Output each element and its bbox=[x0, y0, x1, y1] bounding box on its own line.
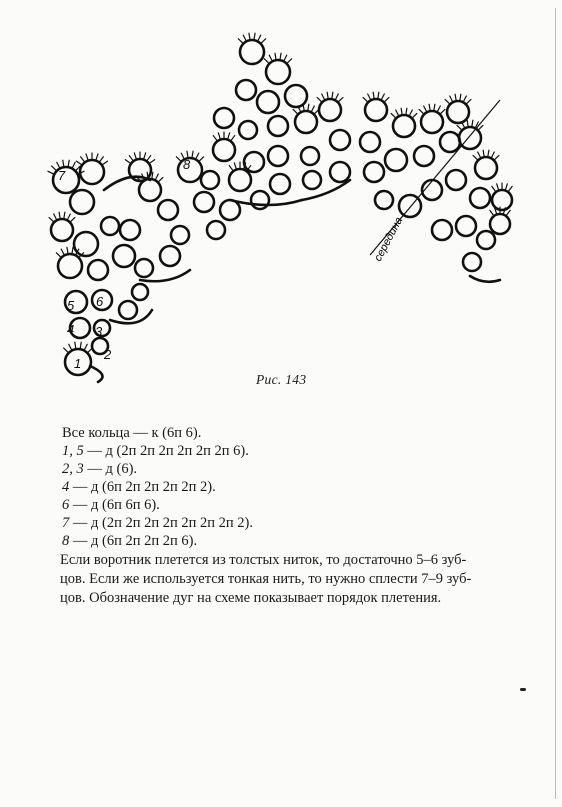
tatting-ring bbox=[120, 220, 140, 240]
tatting-ring bbox=[244, 152, 264, 172]
picot bbox=[102, 161, 108, 165]
tatting-ring bbox=[132, 284, 148, 300]
tatting-ring bbox=[270, 174, 290, 194]
tatting-ring bbox=[303, 171, 321, 189]
tatting-ring bbox=[257, 91, 279, 113]
picot bbox=[419, 109, 424, 114]
picot bbox=[497, 184, 499, 191]
tatting-ring bbox=[268, 146, 288, 166]
tatting-chain bbox=[470, 276, 500, 282]
ring-number-2: 2 bbox=[104, 347, 112, 362]
tatting-ring bbox=[414, 146, 434, 166]
picot bbox=[450, 96, 453, 102]
tatting-ring bbox=[440, 132, 460, 152]
picot bbox=[155, 174, 158, 180]
picot bbox=[147, 156, 151, 162]
picot bbox=[234, 163, 236, 170]
tatting-ring bbox=[470, 188, 490, 208]
picot bbox=[218, 133, 220, 140]
tatting-ring bbox=[360, 132, 380, 152]
paragraph-line: цов. Если же используется тонкая нить, то нужно сплести 7–9 зуб- bbox=[60, 571, 472, 587]
tatting-ring bbox=[101, 217, 119, 235]
picot bbox=[70, 217, 75, 222]
ring-number-7: 7 bbox=[58, 168, 66, 183]
picot bbox=[61, 249, 64, 255]
tatting-ring bbox=[446, 170, 466, 190]
picot bbox=[381, 94, 384, 100]
picot bbox=[322, 94, 325, 100]
page-edge bbox=[555, 8, 556, 799]
picot bbox=[76, 161, 82, 165]
picot bbox=[125, 160, 131, 164]
tatting-ring bbox=[229, 169, 251, 191]
picot bbox=[363, 97, 368, 102]
picot bbox=[238, 39, 243, 44]
picot bbox=[143, 153, 145, 160]
picot bbox=[412, 113, 417, 118]
picot bbox=[231, 136, 235, 142]
picot bbox=[437, 106, 440, 112]
tatting-ring bbox=[88, 260, 108, 280]
tatting-ring bbox=[285, 85, 307, 107]
tatting-chain bbox=[110, 310, 152, 323]
tatting-chain bbox=[230, 200, 302, 205]
picot bbox=[86, 154, 88, 161]
note-line: 4 — д (6п 2п 2п 2п 2п 2). bbox=[62, 479, 216, 495]
picot bbox=[396, 110, 399, 116]
picot bbox=[69, 344, 72, 350]
picot bbox=[213, 136, 217, 142]
note-line: 6 — д (6п 6п 6). bbox=[62, 497, 160, 513]
tatting-chain bbox=[104, 177, 150, 190]
picot bbox=[56, 253, 61, 258]
picot bbox=[269, 55, 272, 61]
picot bbox=[72, 162, 75, 168]
picot bbox=[508, 186, 512, 192]
picot bbox=[505, 184, 507, 191]
ring-number-1: 1 bbox=[74, 356, 82, 371]
picot bbox=[335, 94, 338, 100]
note-line: 2, 3 — д (6). bbox=[62, 461, 138, 477]
tatting-ring bbox=[160, 246, 180, 266]
ring-number-3: 3 bbox=[95, 324, 103, 339]
picot bbox=[134, 153, 136, 160]
picot bbox=[445, 99, 450, 104]
picot bbox=[99, 157, 103, 163]
note-line: 8 — д (6п 2п 2п 2п 6). bbox=[62, 533, 198, 549]
picot bbox=[227, 133, 229, 140]
picot bbox=[199, 157, 204, 162]
tatting-ring bbox=[171, 226, 189, 244]
picot bbox=[338, 97, 343, 102]
picot bbox=[311, 106, 314, 112]
print-mark bbox=[520, 688, 526, 691]
picot bbox=[261, 39, 266, 44]
instruction-paragraph bbox=[60, 551, 520, 608]
picot bbox=[478, 152, 481, 158]
picot bbox=[67, 214, 70, 220]
tatting-ring bbox=[330, 130, 350, 150]
ring-number-6: 6 bbox=[96, 294, 104, 309]
tatting-ring bbox=[301, 147, 319, 165]
picot bbox=[466, 99, 471, 104]
picot bbox=[176, 157, 181, 162]
note-line: Все кольца — к (6п 6). bbox=[62, 425, 202, 441]
picot bbox=[490, 210, 494, 216]
picot bbox=[84, 344, 87, 350]
picot bbox=[49, 217, 54, 222]
picot bbox=[149, 160, 155, 164]
picot bbox=[317, 97, 322, 102]
picot bbox=[457, 125, 462, 130]
tatting-ring bbox=[268, 116, 288, 136]
tatting-ring bbox=[364, 162, 384, 182]
tatting-ring bbox=[463, 253, 481, 271]
tatting-ring bbox=[251, 191, 269, 209]
tatting-ring bbox=[330, 162, 350, 182]
tatting-ring bbox=[113, 245, 135, 267]
note-line: 7 — д (2п 2п 2п 2п 2п 2п 2п 2). bbox=[62, 515, 253, 531]
tatting-ring bbox=[201, 171, 219, 189]
picot bbox=[492, 186, 496, 192]
ring-number-5: 5 bbox=[67, 298, 75, 313]
picot bbox=[391, 113, 396, 118]
picot bbox=[368, 94, 371, 100]
picot bbox=[440, 109, 445, 114]
picot bbox=[424, 106, 427, 112]
picot bbox=[196, 153, 199, 159]
tatting-ring bbox=[207, 221, 225, 239]
picot bbox=[258, 35, 261, 41]
picot bbox=[491, 152, 494, 158]
picot bbox=[54, 214, 57, 220]
picot bbox=[506, 210, 510, 216]
picot bbox=[473, 155, 478, 160]
tatting-ring bbox=[158, 200, 178, 220]
tatting-ring bbox=[214, 108, 234, 128]
tatting-ring bbox=[385, 149, 407, 171]
picot bbox=[287, 59, 292, 64]
tatting-ring bbox=[213, 139, 235, 161]
ring-number-8: 8 bbox=[183, 157, 191, 172]
tatting-ring bbox=[119, 301, 137, 319]
picot bbox=[284, 55, 287, 61]
picot bbox=[229, 166, 233, 172]
tatting-chain bbox=[302, 180, 350, 200]
figure-caption: Рис. 143 bbox=[256, 372, 307, 387]
paragraph-line: Если воротник плетется из толстых ниток, то достаточно 5–6 зуб- bbox=[60, 552, 467, 568]
center-label: середина bbox=[372, 215, 406, 264]
ring-number-4: 4 bbox=[67, 322, 75, 337]
tatting-ring bbox=[239, 121, 257, 139]
picot bbox=[293, 109, 298, 114]
picot bbox=[48, 171, 54, 174]
tatting-ring bbox=[490, 214, 510, 234]
tatting-ring bbox=[456, 216, 476, 236]
picot bbox=[158, 177, 163, 182]
tatting-ring bbox=[194, 192, 214, 212]
tatting-chain bbox=[90, 366, 103, 382]
picot bbox=[64, 348, 69, 353]
picot bbox=[129, 156, 133, 162]
picot bbox=[384, 97, 389, 102]
tatting-ring bbox=[492, 190, 512, 210]
tatting-ring bbox=[477, 231, 495, 249]
ring-notation-list bbox=[62, 424, 253, 550]
tatting-ring bbox=[236, 80, 256, 100]
tatting-ring bbox=[70, 190, 94, 214]
picot bbox=[409, 110, 412, 116]
picot bbox=[96, 154, 98, 161]
picot bbox=[463, 96, 466, 102]
tatting-ring bbox=[432, 220, 452, 240]
tatting-ring bbox=[220, 200, 240, 220]
tatting-diagram bbox=[40, 30, 540, 390]
picot bbox=[52, 166, 57, 171]
picot bbox=[494, 155, 499, 160]
tatting-ring bbox=[135, 259, 153, 277]
paragraph-line: цов. Обозначение дуг на схеме показывает порядок плетения. bbox=[60, 590, 442, 606]
note-line: 1, 5 — д (2п 2п 2п 2п 2п 2п 6). bbox=[62, 443, 249, 459]
picot bbox=[264, 59, 269, 64]
picot bbox=[81, 157, 85, 163]
tatting-ring bbox=[375, 191, 393, 209]
picot bbox=[243, 35, 246, 41]
